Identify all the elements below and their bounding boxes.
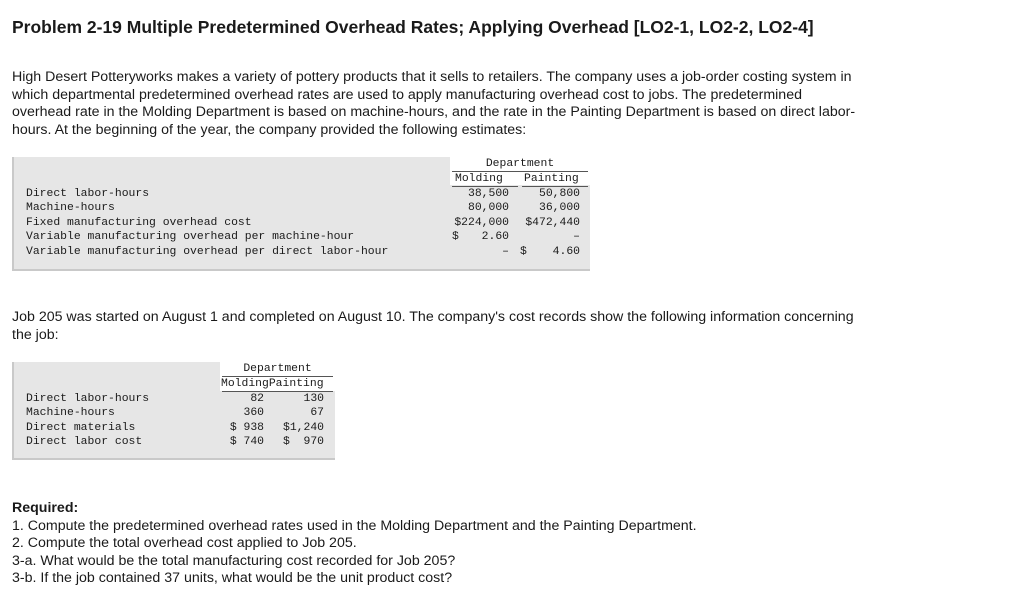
t1-molding-currency: $ bbox=[452, 231, 459, 243]
t2-department-header: Department bbox=[243, 363, 312, 375]
t1-painting-value: 50,800 bbox=[538, 188, 580, 200]
t1-molding-value: 80,000 bbox=[467, 202, 509, 214]
t2-painting-value: 130 bbox=[303, 393, 324, 405]
t1-molding-value: – bbox=[502, 246, 509, 258]
t2-molding-value: 360 bbox=[243, 407, 264, 419]
t1-painting-value: $472,440 bbox=[525, 217, 580, 229]
t1-painting-value: – bbox=[573, 231, 580, 243]
t2-column-headers: MoldingPainting bbox=[221, 378, 324, 390]
t1-row-label: Variable manufacturing overhead per direct labor-hour bbox=[26, 246, 389, 258]
intro-line: overhead rate in the Molding Department is based on machine-hours, and the rate in the Painting Department is based on direct labor- bbox=[12, 104, 856, 121]
required-item: 2. Compute the total overhead cost applied to Job 205. bbox=[12, 535, 357, 552]
t2-molding-value: $ 938 bbox=[229, 422, 264, 434]
t2-row-label: Direct materials bbox=[26, 422, 136, 434]
t2-molding-value: $ 740 bbox=[229, 436, 264, 448]
required-item: 3-a. What would be the total manufacturing cost recorded for Job 205? bbox=[12, 552, 456, 569]
t1-department-header: Department bbox=[485, 158, 555, 170]
t1-painting-currency: $ bbox=[520, 246, 527, 258]
required-section bbox=[12, 500, 1012, 588]
t2-row-label: Machine-hours bbox=[26, 407, 115, 419]
t2-row-label: Direct labor cost bbox=[26, 436, 143, 448]
problem-title: Problem 2-19 Multiple Predetermined Overhead Rates; Applying Overhead [LO2-1, LO2-2, LO2-4] bbox=[12, 17, 814, 37]
t1-painting-value: 36,000 bbox=[538, 202, 580, 214]
t1-row-label: Direct labor-hours bbox=[26, 188, 150, 200]
intro-line: hours. At the beginning of the year, the company provided the following estimates: bbox=[12, 121, 527, 138]
t1-painting-value: 4.60 bbox=[552, 246, 580, 258]
t1-row-label: Fixed manufacturing overhead cost bbox=[26, 217, 252, 229]
t1-painting-header: Painting bbox=[524, 173, 579, 185]
t1-molding-value: $224,000 bbox=[454, 217, 509, 229]
t2-row-label: Direct labor-hours bbox=[26, 393, 150, 405]
t2-painting-value: 67 bbox=[310, 407, 324, 419]
t2-painting-value: $1,240 bbox=[282, 422, 324, 434]
t1-row-label: Variable manufacturing overhead per machine-hour bbox=[26, 231, 355, 243]
t1-molding-header: Molding bbox=[455, 173, 503, 185]
job-line: the job: bbox=[12, 326, 59, 343]
t2-molding-value: 82 bbox=[250, 393, 264, 405]
t1-row-label: Machine-hours bbox=[26, 202, 115, 214]
t1-molding-value: 38,500 bbox=[467, 188, 509, 200]
intro-line: High Desert Potteryworks makes a variety of pottery products that it sells to retailers. The company uses a job-order costing system in bbox=[12, 69, 852, 85]
job-paragraph bbox=[12, 309, 1012, 344]
intro-paragraph bbox=[12, 69, 1012, 139]
t2-painting-value: $ 970 bbox=[282, 436, 324, 448]
t1-molding-value: 2.60 bbox=[481, 231, 509, 243]
required-heading: Required: bbox=[12, 500, 79, 516]
job-line: Job 205 was started on August 1 and completed on August 10. The company's cost records show the following information concerning bbox=[12, 309, 854, 325]
required-item: 1. Compute the predetermined overhead rates used in the Molding Department and the Painting Department. bbox=[12, 517, 697, 534]
required-item: 3-b. If the job contained 37 units, what would be the unit product cost? bbox=[12, 570, 453, 587]
intro-line: which departmental predetermined overhead rates are used to apply manufacturing overhead cost to jobs. The predetermined bbox=[12, 86, 802, 103]
